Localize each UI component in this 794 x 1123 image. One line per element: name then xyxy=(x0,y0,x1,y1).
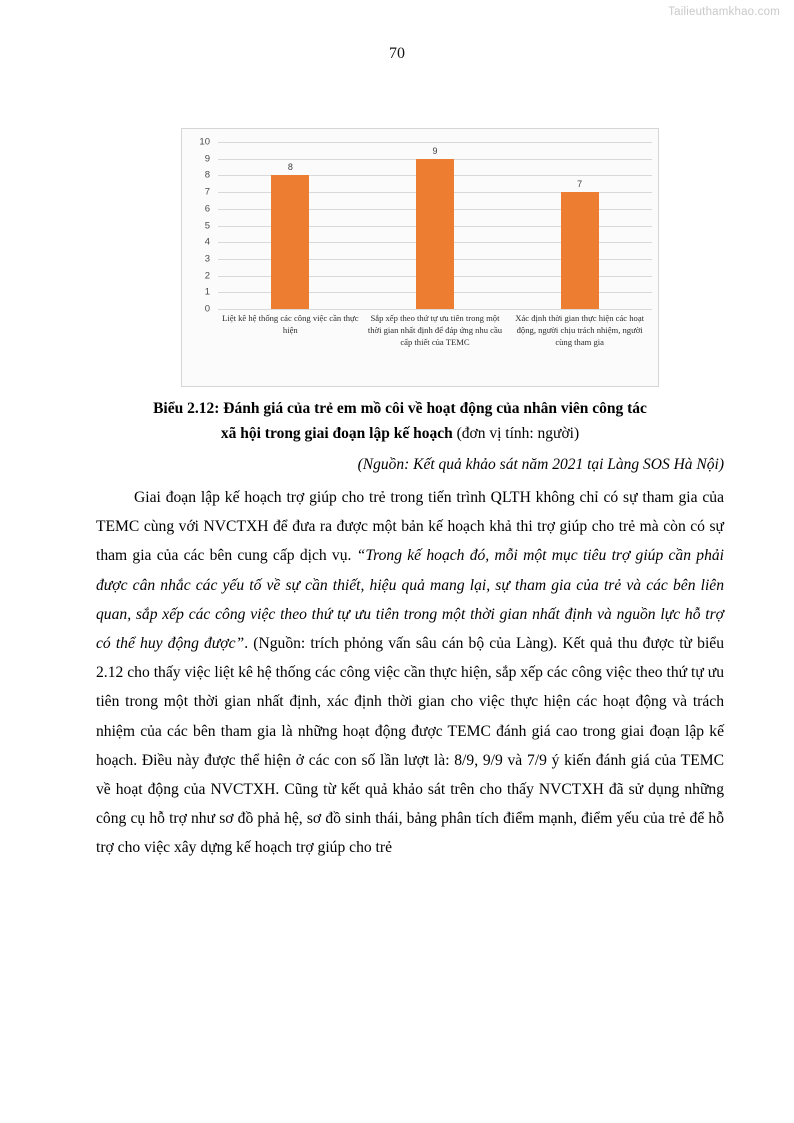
figure-caption-bold: Biểu 2.12: Đánh giá của trẻ em mồ côi về hoạt động của nhân viên công tác xã hội trong giai đoạn lập kế hoạch xyxy=(153,400,647,443)
bar-value-label: 9 xyxy=(432,145,438,156)
paragraph-tail-text: . (Nguồn: trích phỏng vấn sâu cán bộ của Làng). Kết quả thu được từ biểu 2.12 cho thấy việc liệt kê hệ thống các công việc cần thực hiện, sắp xếp các công việc theo thứ tự ưu tiên trong một thời gian nhất định, xác định thời gian cho việc thực hiện các hoạt động và trách nhiệm của các bên tham gia là những hoạt động được TEMC đánh giá cao trong giai đoạn lập kế hoạch. Điều này được thể hiện ở các con số lần lượt là: 8/9, 9/9 và 7/9 ý kiến đánh giá của TEMC về hoạt động của NVCTXH. Cũng từ kết quả khảo sát trên cho thấy NVCTXH đã sử dụng những công cụ hỗ trợ như sơ đồ phả hệ, sơ đồ sinh thái, bảng phân tích điểm mạnh, điểm yếu của trẻ để hỗ trợ cho việc xây dựng kế hoạch trợ giúp cho trẻ xyxy=(96,635,724,857)
figure-caption xyxy=(150,396,650,446)
bar-chart-figure xyxy=(181,128,659,387)
figure-source-line: (Nguồn: Kết quả khảo sát năm 2021 tại Làng SOS Hà Nội) xyxy=(357,456,724,473)
body-paragraph xyxy=(96,483,724,863)
y-axis-tick-label: 10 xyxy=(199,136,210,148)
bar-group xyxy=(507,142,652,309)
y-axis-tick-label: 2 xyxy=(204,269,210,281)
y-axis-tick-label: 5 xyxy=(204,219,210,231)
paragraph-lead-text: Giai đoạn lập kế hoạch trợ giúp cho trẻ trong tiến trình QLTH không chỉ có sự tham gia của TEMC cùng với NVCTXH để đưa ra được một bản kế hoạch khả thi trợ giúp cho trẻ mà còn có sự tham gia của các bên cung cấp dịch vụ. xyxy=(96,489,724,565)
bar-value-label: 8 xyxy=(287,162,293,173)
chart-bar xyxy=(271,175,309,309)
site-watermark: Tailieuthamkhao.com xyxy=(668,6,780,18)
y-axis-tick-label: 4 xyxy=(204,236,210,248)
paragraph-quote-text: “Trong kế hoạch đó, mỗi một mục tiêu trợ giúp cần phải được cân nhắc các yếu tố về sự cần thiết, hiệu quả mang lại, sự tham gia của trẻ và các bên liên quan, sắp xếp các công việc theo thứ tự ưu tiên trong một thời gian nhất định và nguồn lực hỗ trợ có thể huy động được” xyxy=(96,547,724,653)
chart-inner xyxy=(182,129,658,386)
gridline xyxy=(218,309,652,310)
chart-bar xyxy=(561,192,599,309)
y-axis-tick-labels xyxy=(182,136,214,315)
y-axis-tick-label: 7 xyxy=(204,186,210,198)
figure-caption-unit: (đơn vị tính: người) xyxy=(452,425,580,443)
x-axis-category-label: Liệt kê hệ thống các công việc cần thực hiện xyxy=(222,313,359,335)
bar-value-label: 7 xyxy=(577,179,583,190)
bar-group xyxy=(363,142,508,309)
y-axis-tick-label: 6 xyxy=(204,203,210,215)
bar-group xyxy=(218,142,363,309)
y-axis-tick-label: 1 xyxy=(204,286,210,298)
page-number: 70 xyxy=(389,45,405,62)
y-axis-tick-label: 3 xyxy=(204,253,210,265)
body-text-block xyxy=(96,483,724,863)
x-axis-category-label: Sắp xếp theo thứ tự ưu tiên trong một thời gian nhất định để đáp ứng nhu cầu cấp thiết của TEMC xyxy=(367,313,503,347)
chart-bars xyxy=(218,142,652,309)
x-axis-category-label: Xác định thời gian thực hiện các hoạt động, người chịu trách nhiệm, người cùng tham gia xyxy=(515,313,645,347)
chart-plot-area xyxy=(218,142,652,309)
y-axis-tick-label: 9 xyxy=(204,152,210,164)
y-axis-tick-label: 8 xyxy=(204,169,210,181)
chart-bar xyxy=(416,159,454,309)
x-axis-category-labels xyxy=(218,313,652,383)
y-axis-tick-label: 0 xyxy=(204,303,210,315)
